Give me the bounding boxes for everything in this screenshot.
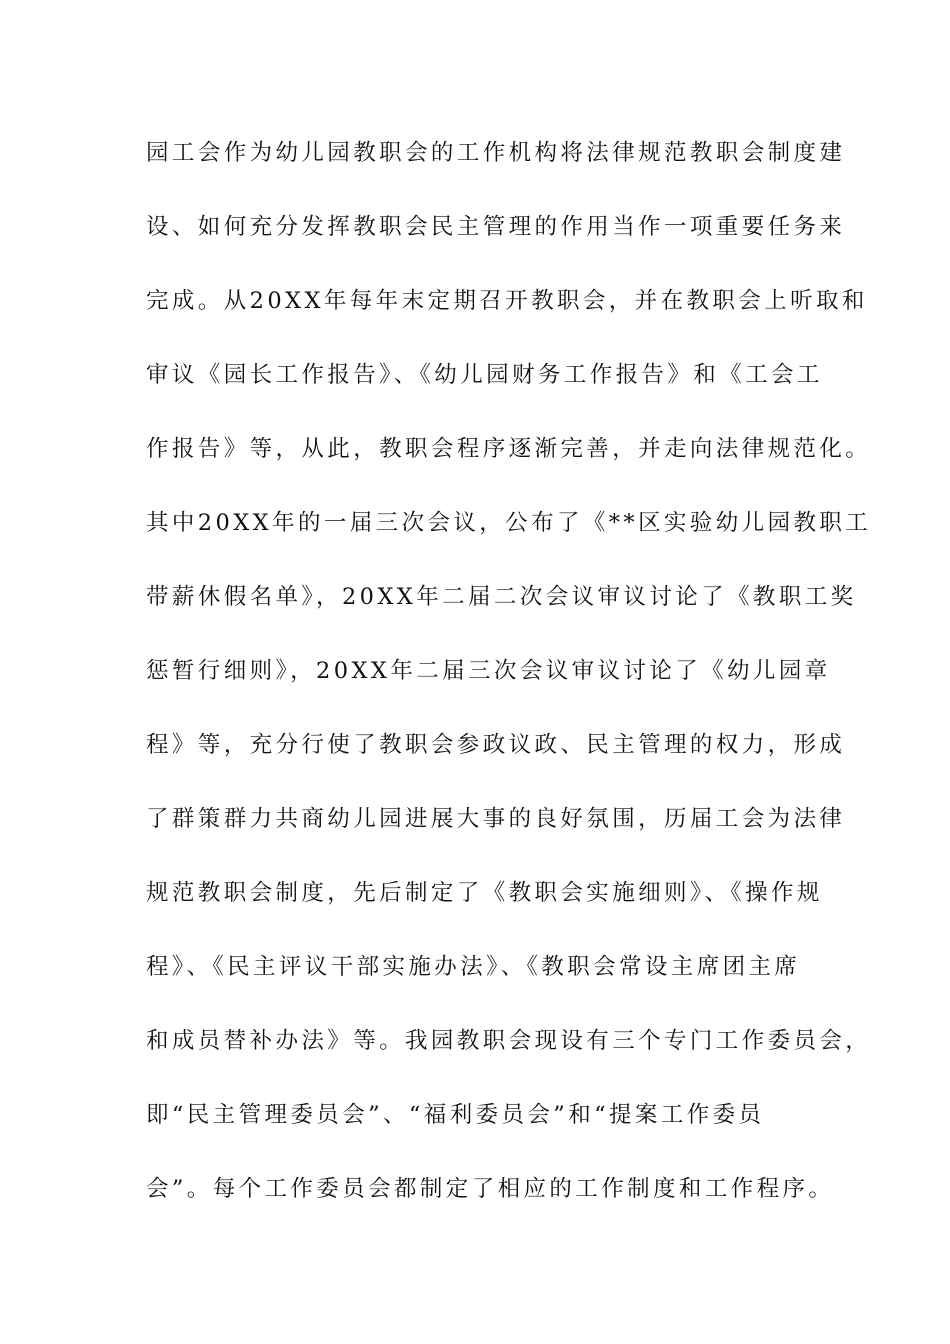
- text-line: 设、如何充分发挥教职会民主管理的作用当作一项重要任务来: [146, 214, 846, 240]
- text-line: 带薪休假名单》，20XX年二届二次会议审议讨论了《教职工奖: [146, 584, 857, 610]
- text-line: 其中20XX年的一届三次会议，公布了《**区实验幼儿园教职工: [146, 510, 872, 536]
- text-line: 和成员替补办法》等。我园教职会现设有三个专门工作委员会，: [146, 1028, 872, 1054]
- text-line: 规范教职会制度，先后制定了《教职会实施细则》、《操作规: [146, 880, 823, 906]
- text-line: 即“民主管理委员会”、“福利委员会”和“提案工作委员: [146, 1102, 765, 1128]
- text-line: 惩暂行细则》，20XX年二届三次会议审议讨论了《幼儿园章: [146, 658, 831, 684]
- text-line: 作报告》等，从此，教职会程序逐渐完善，并走向法律规范化。: [146, 436, 872, 462]
- text-line: 程》、《民主评议干部实施办法》、《教职会常设主席团主席: [146, 954, 801, 980]
- text-line: 程》等，充分行使了教职会参政议政、民主管理的权力，形成: [146, 732, 846, 758]
- text-line: 会”。每个工作委员会都制定了相应的工作制度和工作程序。: [146, 1176, 835, 1202]
- text-line: 完成。从20XX年每年末定期召开教职会，并在教职会上听取和: [146, 288, 868, 314]
- body-paragraph: [146, 133, 872, 1243]
- text-line: 园工会作为幼儿园教职会的工作机构将法律规范教职会制度建: [146, 140, 846, 166]
- text-line: 审议《园长工作报告》、《幼儿园财务工作报告》和《工会工: [146, 362, 823, 388]
- text-line: 了群策群力共商幼儿园进展大事的良好氛围，历届工会为法律: [146, 806, 846, 832]
